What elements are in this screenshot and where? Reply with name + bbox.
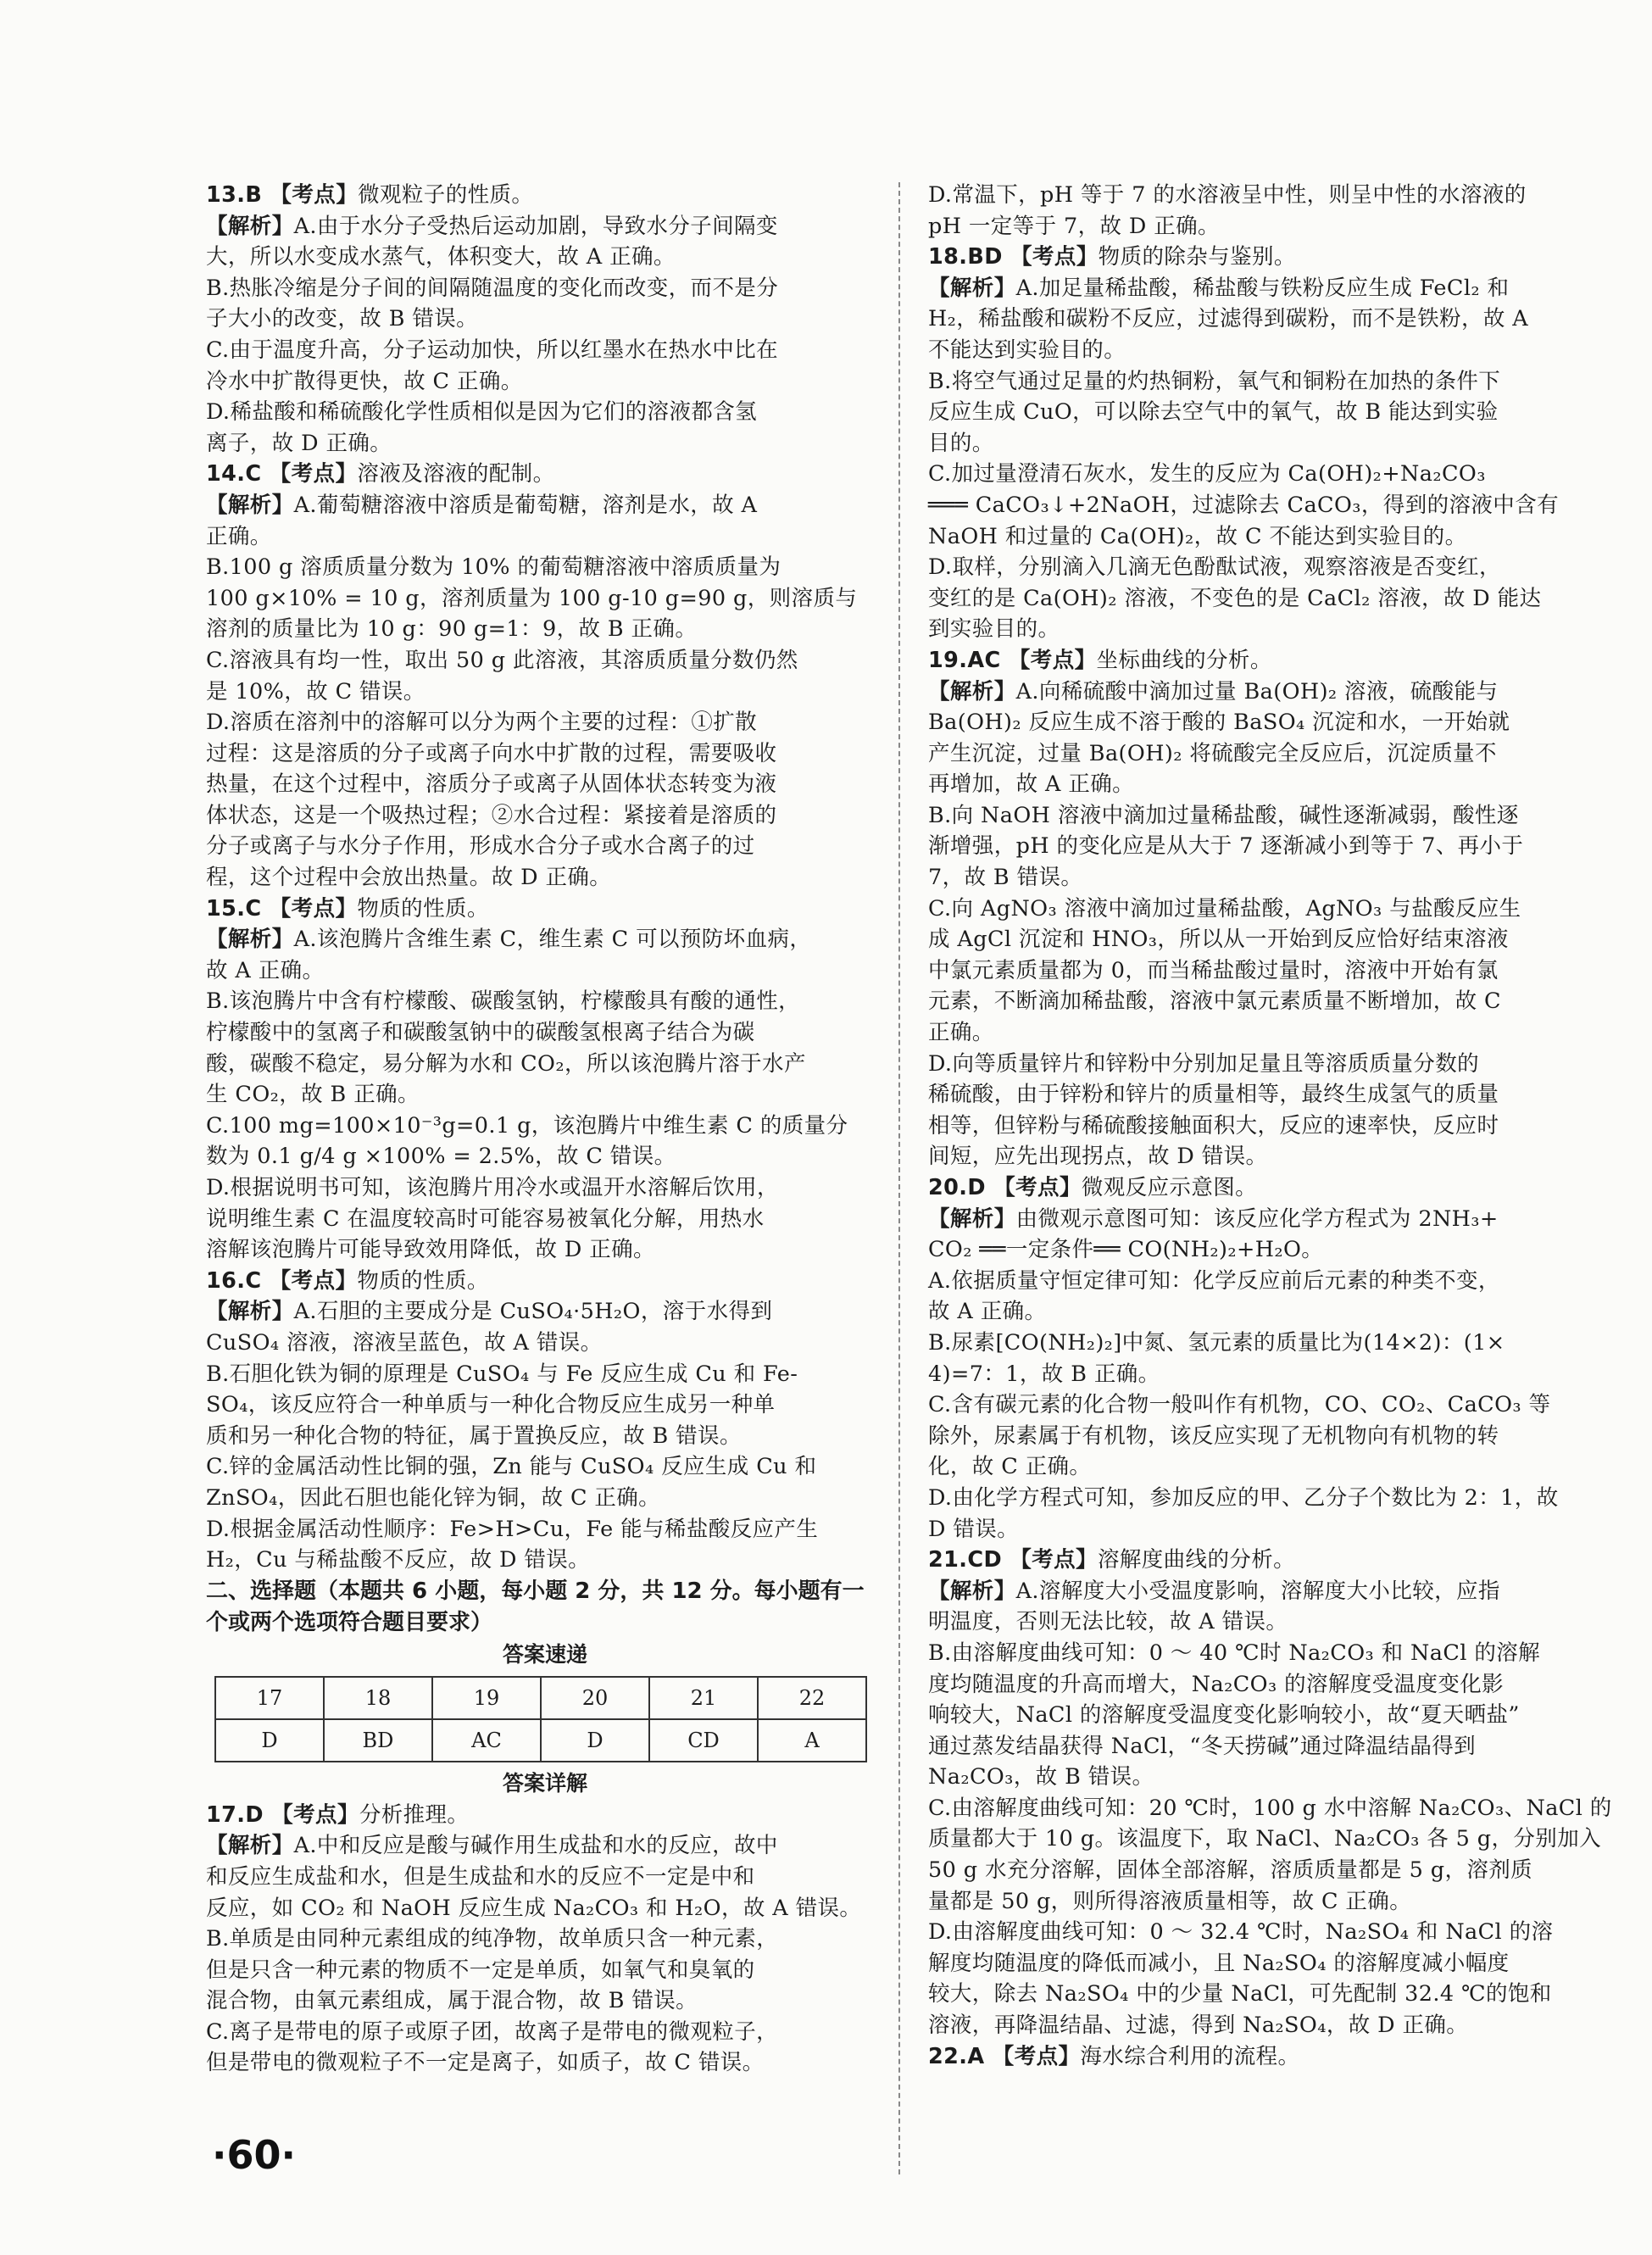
text-line <box>928 490 1581 521</box>
line-text: 成 AgCl 沉淀和 HNO₃，所以从一开始到反应恰好结束溶液 <box>928 927 1509 953</box>
text-line <box>206 1359 884 1390</box>
text-line <box>928 428 1581 459</box>
text-line <box>928 769 1581 800</box>
line-text: 数为 0.1 g/4 g ×100% = 2.5%，故 C 错误。 <box>206 1144 676 1170</box>
analysis-tag: 【解析】 <box>206 213 294 239</box>
left-answer-block-1 <box>206 180 884 1576</box>
text-line <box>206 986 884 1017</box>
text-line <box>928 335 1581 366</box>
line-text: D.溶质在溶剂中的溶解可以分为两个主要的过程：①扩散 <box>206 710 758 736</box>
topic-tag: 【考点】 <box>269 895 358 921</box>
line-text: B.尿素[CO(NH₂)₂]中氮、氢元素的质量比为(14×2)：(1× <box>928 1329 1505 1356</box>
line-text: 离子，故 D 正确。 <box>206 430 392 456</box>
text-line <box>928 1669 1581 1701</box>
topic-tag: 【考点】 <box>271 1801 359 1828</box>
question-header-line <box>928 1545 1581 1576</box>
line-text: D.由化学方程式可知，参加反应的甲、乙分子个数比为 2：1，故 <box>928 1484 1559 1511</box>
line-text: 分子或离子与水分子作用，形成水合分子或水合离子的过 <box>206 833 755 860</box>
text-line <box>928 1762 1581 1793</box>
answers-detail-title: 答案详解 <box>502 1770 587 1796</box>
text-line <box>206 273 884 304</box>
text-line <box>928 1886 1581 1918</box>
question-header-line <box>206 180 884 211</box>
column-divider <box>898 182 900 2174</box>
text-line <box>928 1638 1581 1669</box>
line-text: ZnSO₄，因此石胆也能化锌为铜，故 C 正确。 <box>206 1484 661 1511</box>
line-text: C.含有碳元素的化合物一般叫作有机物，CO、CO₂、CaCO₃ 等 <box>928 1392 1551 1418</box>
line-text: 坐标曲线的分析。 <box>1096 647 1272 673</box>
line-text: 除外，尿素属于有机物，该反应实现了无机物向有机物的转 <box>928 1423 1499 1449</box>
line-text: 到实验目的。 <box>928 616 1060 643</box>
answer-number-cell: 22 <box>758 1677 866 1719</box>
line-text: 分析推理。 <box>359 1801 470 1828</box>
line-text: D.稀盐酸和稀硫酸化学性质相似是因为它们的溶液都含氢 <box>206 399 758 426</box>
text-line <box>928 1204 1581 1235</box>
text-line <box>206 1924 884 1955</box>
analysis-tag: 【解析】 <box>928 275 1016 301</box>
text-line <box>928 1328 1581 1359</box>
text-line <box>928 1451 1581 1483</box>
line-text: B.该泡腾片中含有柠檬酸、碳酸氢钠，柠檬酸具有酸的通性， <box>206 988 801 1015</box>
text-line <box>928 397 1581 428</box>
answer-value-cell: CD <box>649 1719 758 1762</box>
analysis-tag: 【解析】 <box>206 492 294 518</box>
text-line <box>928 862 1581 894</box>
line-text: B.石胆化铁为铜的原理是 CuSO₄ 与 Fe 反应生成 Cu 和 Fe- <box>206 1361 798 1387</box>
line-text: SO₄，该反应符合一种单质与一种化合物反应生成另一种单 <box>206 1392 776 1418</box>
question-header-line <box>206 1266 884 1297</box>
text-line <box>206 1079 884 1111</box>
text-line <box>928 1731 1581 1762</box>
text-line <box>928 738 1581 770</box>
answer-number-cell: 21 <box>649 1677 758 1719</box>
line-text: NaOH 和过量的 Ca(OH)₂，故 C 不能达到实验目的。 <box>928 523 1467 549</box>
line-text: 物质的除杂与鉴别。 <box>1098 244 1296 270</box>
text-line <box>206 1389 884 1421</box>
line-text: D 错误。 <box>928 1516 1020 1542</box>
line-text: 元素，不断滴加稀盐酸，溶液中氯元素质量不断增加，故 C <box>928 988 1501 1015</box>
text-line <box>206 769 884 800</box>
line-text: A.向稀硫酸中滴加过量 Ba(OH)₂ 溶液，硫酸能与 <box>1015 678 1499 704</box>
answers-table <box>214 1676 867 1762</box>
left-answer-block-2 <box>206 1800 884 2079</box>
text-line <box>928 1855 1581 1886</box>
text-line <box>928 1421 1581 1452</box>
line-text: 但是带电的微观粒子不一定是离子，如质子，故 C 错误。 <box>206 2050 765 2076</box>
line-text: A.葡萄糖溶液中溶质是葡萄糖，溶剂是水，故 A <box>293 492 758 518</box>
line-text: pH 一定等于 7，故 D 正确。 <box>928 213 1220 239</box>
text-line <box>206 1111 884 1142</box>
line-text: 溶液及溶液的配制。 <box>357 461 555 487</box>
line-text: 是 10%，故 C 错误。 <box>206 678 426 704</box>
line-text: D.常温下，pH 等于 7 的水溶液呈中性，则呈中性的水溶液的 <box>928 182 1527 208</box>
question-number: 20.D <box>928 1175 994 1200</box>
text-line <box>928 1079 1581 1111</box>
line-text: 大，所以水变成水蒸气，体积变大，故 A 正确。 <box>206 244 676 270</box>
line-text: 渐增强，pH 的变化应是从大于 7 逐渐减小到等于 7、再小于 <box>928 833 1524 860</box>
line-text: 溶液，再降温结晶、过滤，得到 Na₂SO₄，故 D 正确。 <box>928 2013 1469 2039</box>
line-text: C.100 mg=100×10⁻³g=0.1 g，该泡腾片中维生素 C 的质量分 <box>206 1112 848 1139</box>
line-text: 酸，碳酸不稳定，易分解为水和 CO₂，所以该泡腾片溶于水产 <box>206 1050 806 1077</box>
text-line <box>928 1514 1581 1545</box>
text-line <box>206 645 884 676</box>
analysis-tag: 【解析】 <box>206 1299 294 1325</box>
text-line <box>928 1948 1581 1979</box>
text-line <box>928 2010 1581 2041</box>
text-line <box>928 707 1581 738</box>
line-text: A.石胆的主要成分是 CuSO₄·5H₂O，溶于水得到 <box>293 1299 773 1325</box>
line-text: 间短，应先出现拐点，故 D 错误。 <box>928 1144 1268 1170</box>
topic-tag: 【考点】 <box>1010 1547 1098 1573</box>
line-text: 100 g×10% = 10 g，溶剂质量为 100 g-10 g=90 g，则溶质与 <box>206 585 858 611</box>
section-title-line-1: 二、选择题（本题共 6 小题，每小题 2 分，共 12 分。每小题有一 <box>206 1578 865 1604</box>
line-text: CO₂ ══一定条件══ CO(NH₂)₂+H₂O。 <box>928 1237 1324 1263</box>
line-text: 故 A 正确。 <box>206 957 325 983</box>
line-text: B.100 g 溶质质量分数为 10% 的葡萄糖溶液中溶质质量为 <box>206 554 782 581</box>
answers-table-number-row <box>215 1677 866 1719</box>
question-number: 15.C <box>206 895 270 921</box>
line-text: 正确。 <box>928 1020 994 1046</box>
text-line <box>928 552 1581 583</box>
line-text: 明温度，否则无法比较，故 A 错误。 <box>928 1609 1288 1635</box>
text-line <box>206 1421 884 1452</box>
line-text: 溶解该泡腾片可能导致效用降低，故 D 正确。 <box>206 1237 655 1263</box>
right-column <box>928 180 1612 2072</box>
question-number: 13.B <box>206 182 270 208</box>
text-line <box>206 1017 884 1049</box>
text-line <box>928 1700 1581 1731</box>
topic-tag: 【考点】 <box>1008 647 1097 673</box>
line-text: 程，这个过程中会放出热量。故 D 正确。 <box>206 865 612 891</box>
text-line <box>206 676 884 708</box>
line-text: H₂，Cu 与稀盐酸不反应，故 D 错误。 <box>206 1547 591 1573</box>
text-line <box>928 1141 1581 1172</box>
text-line <box>206 303 884 335</box>
answer-number-cell: 17 <box>215 1677 324 1719</box>
line-text: 过程：这是溶质的分子或离子向水中扩散的过程，需要吸收 <box>206 740 777 766</box>
line-text: 物质的性质。 <box>357 895 489 921</box>
line-text: 子大小的改变，故 B 错误。 <box>206 306 479 332</box>
line-text: 反应生成 CuO，可以除去空气中的氧气，故 B 能达到实验 <box>928 399 1499 426</box>
text-line <box>928 1793 1612 1824</box>
line-text: C.由于温度升高，分子运动加快，所以红墨水在热水中比在 <box>206 337 779 363</box>
line-text: C.向 AgNO₃ 溶液中滴加过量稀盐酸，AgNO₃ 与盐酸反应生 <box>928 895 1521 921</box>
topic-tag: 【考点】 <box>269 461 358 487</box>
answer-value-cell: BD <box>324 1719 432 1762</box>
line-text: B.热胀冷缩是分子间的间隔随温度的变化而改变，而不是分 <box>206 275 779 301</box>
question-number: 19.AC <box>928 647 1009 673</box>
line-text: B.向 NaOH 溶液中滴加过量稀盐酸，碱性逐渐减弱，酸性逐 <box>928 802 1519 828</box>
line-text: 说明维生素 C 在温度较高时可能容易被氧化分解，用热水 <box>206 1205 765 1232</box>
text-line <box>928 1979 1581 2010</box>
right-answer-block <box>928 180 1612 2072</box>
text-line <box>928 1483 1581 1514</box>
line-text: CuSO₄ 溶液，溶液呈蓝色，故 A 错误。 <box>206 1329 603 1356</box>
line-text: A.加足量稀盐酸，稀盐酸与铁粉反应生成 FeCl₂ 和 <box>1015 275 1510 301</box>
text-line <box>928 955 1581 987</box>
line-text: 较大，除去 Na₂SO₄ 中的少量 NaCl，可先配制 32.4 ℃的饱和 <box>928 1981 1552 2007</box>
line-text: Na₂CO₃，故 B 错误。 <box>928 1764 1154 1790</box>
text-line <box>206 1204 884 1235</box>
line-text: B.单质是由同种元素组成的纯净物，故单质只含一种元素， <box>206 1926 779 1952</box>
line-text: 海水综合利用的流程。 <box>1080 2043 1300 2069</box>
text-line <box>206 490 884 521</box>
text-line <box>206 614 884 645</box>
line-text: 50 g 水充分溶解，固体全部溶解，溶质质量都是 5 g，溶剂质 <box>928 1857 1533 1884</box>
question-number: 22.A <box>928 2043 993 2069</box>
text-line <box>928 273 1581 304</box>
text-line <box>928 1359 1581 1390</box>
line-text: 不能达到实验目的。 <box>928 337 1126 363</box>
question-header-line <box>206 1800 884 1831</box>
text-line <box>928 583 1581 615</box>
text-line <box>206 2017 884 2048</box>
text-line <box>206 583 884 615</box>
question-number: 17.D <box>206 1801 272 1828</box>
text-line <box>928 366 1581 398</box>
line-text: 产生沉淀，过量 Ba(OH)₂ 将硫酸完全反应后，沉淀质量不 <box>928 740 1497 766</box>
line-text: 4)=7：1，故 B 正确。 <box>928 1361 1160 1387</box>
line-text: 反应，如 CO₂ 和 NaOH 反应生成 Na₂CO₃ 和 H₂O，故 A 错误。 <box>206 1895 862 1921</box>
analysis-tag: 【解析】 <box>206 927 294 953</box>
text-line <box>928 894 1581 925</box>
line-text: 混合物，由氧元素组成，属于混合物，故 B 错误。 <box>206 1988 698 2014</box>
text-line <box>928 614 1581 645</box>
line-text: A.溶解度大小受温度影响，溶解度大小比较，应指 <box>1015 1578 1500 1604</box>
line-text: A.依据质量守恒定律可知：化学反应前后元素的种类不变， <box>928 1267 1500 1294</box>
text-line <box>928 1917 1581 1948</box>
text-line <box>206 397 884 428</box>
line-text: 相等，但锌粉与稀硫酸接触面积大，反应的速率快，反应时 <box>928 1112 1499 1139</box>
line-text: 目的。 <box>928 430 994 456</box>
question-number: 16.C <box>206 1267 270 1294</box>
question-number: 21.CD <box>928 1547 1010 1573</box>
line-text: A.由于水分子受热后运动加剧，导致水分子间隔变 <box>293 213 778 239</box>
line-text: 响较大，NaCl 的溶解度受温度变化影响较小，故“夏天晒盐” <box>928 1702 1520 1729</box>
line-text: C.加过量澄清石灰水，发生的反应为 Ca(OH)₂+Na₂CO₃ <box>928 461 1486 487</box>
answer-number-cell: 19 <box>432 1677 541 1719</box>
text-line <box>928 211 1581 242</box>
line-text: 由微观示意图可知：该反应化学方程式为 2NH₃+ <box>1015 1205 1499 1232</box>
page-number: ·60· <box>212 2132 296 2178</box>
topic-tag: 【考点】 <box>992 2043 1081 2069</box>
answer-value-cell: AC <box>432 1719 541 1762</box>
text-line <box>206 1985 884 2017</box>
text-line <box>928 521 1581 553</box>
text-line <box>928 1266 1581 1297</box>
text-line <box>206 1234 884 1266</box>
text-line <box>928 924 1581 955</box>
text-line <box>206 1141 884 1172</box>
text-line <box>928 800 1581 832</box>
text-line <box>206 521 884 553</box>
text-line <box>206 242 884 273</box>
text-line <box>206 335 884 366</box>
question-header-line <box>928 242 1581 273</box>
answer-value-cell: D <box>541 1719 649 1762</box>
answers-quick-title: 答案速递 <box>502 1641 587 1667</box>
text-line <box>928 831 1581 862</box>
line-text: 生 CO₂，故 B 正确。 <box>206 1082 420 1108</box>
text-line <box>928 459 1581 490</box>
line-text: 解度均随温度的降低而减小，且 Na₂SO₄ 的溶解度减小幅度 <box>928 1950 1510 1976</box>
text-line <box>928 180 1581 211</box>
line-text: 物质的性质。 <box>357 1267 489 1294</box>
text-line <box>206 1049 884 1080</box>
answer-number-cell: 18 <box>324 1677 432 1719</box>
text-line <box>928 1576 1581 1607</box>
text-line <box>928 1606 1581 1638</box>
line-text: 中氯元素质量都为 0，而当稀盐酸过量时，溶液中开始有氯 <box>928 957 1499 983</box>
line-text: D.向等质量锌片和锌粉中分别加足量且等溶质质量分数的 <box>928 1050 1480 1077</box>
text-line <box>928 676 1581 708</box>
left-column <box>206 180 884 2079</box>
line-text: Ba(OH)₂ 反应生成不溶于酸的 BaSO₄ 沉淀和水，一开始就 <box>928 710 1510 736</box>
line-text: 溶解度曲线的分析。 <box>1097 1547 1296 1573</box>
line-text: 质和另一种化合物的特征，属于置换反应，故 B 错误。 <box>206 1423 742 1449</box>
line-text: 但是只含一种元素的物质不一定是单质，如氧气和臭氧的 <box>206 1957 755 1983</box>
analysis-tag: 【解析】 <box>206 1833 294 1859</box>
line-text: 通过蒸发结晶获得 NaCl，“冬天捞碱”通过降温结晶得到 <box>928 1733 1477 1759</box>
question-header-line <box>928 645 1581 676</box>
answer-number-cell: 20 <box>541 1677 649 1719</box>
text-line <box>206 552 884 583</box>
line-text: 溶剂的质量比为 10 g：90 g=1：9，故 B 正确。 <box>206 616 698 643</box>
question-header-line <box>206 459 884 490</box>
question-header-line <box>928 1172 1581 1204</box>
text-line <box>206 1328 884 1359</box>
text-line <box>206 707 884 738</box>
line-text: 稀硫酸，由于锌粉和锌片的质量相等，最终生成氢气的质量 <box>928 1082 1499 1108</box>
text-line <box>206 1296 884 1328</box>
section-title-line-2: 个或两个选项符合题目要求） <box>206 1609 493 1635</box>
text-line <box>206 1955 884 1986</box>
line-text: 度均随温度的升高而增大，Na₂CO₃ 的溶解度受温度变化影 <box>928 1671 1505 1697</box>
text-line <box>206 366 884 398</box>
question-number: 18.BD <box>928 244 1011 270</box>
line-text: C.离子是带电的原子或原子团，故离子是带电的微观粒子， <box>206 2018 779 2045</box>
text-line <box>206 1862 884 1893</box>
line-text: ═══ CaCO₃↓+2NaOH，过滤除去 CaCO₃，得到的溶液中含有 <box>928 492 1559 518</box>
line-text: 微观反应示意图。 <box>1081 1175 1258 1200</box>
line-text: 体状态，这是一个吸热过程；②水合过程：紧接着是溶质的 <box>206 802 777 828</box>
line-text: 正确。 <box>206 523 272 549</box>
text-line <box>928 303 1581 335</box>
topic-tag: 【考点】 <box>1010 244 1099 270</box>
question-header-line <box>206 894 884 925</box>
text-line <box>206 1830 884 1862</box>
text-line <box>206 955 884 987</box>
line-text: 变红的是 Ca(OH)₂ 溶液，不变色的是 CaCl₂ 溶液，故 D 能达 <box>928 585 1542 611</box>
line-text: D.根据金属活动性顺序：Fe>H>Cu，Fe 能与稀盐酸反应产生 <box>206 1516 819 1542</box>
line-text: C.溶液具有均一性，取出 50 g 此溶液，其溶质质量分数仍然 <box>206 647 798 673</box>
text-line <box>206 924 884 955</box>
line-text: 量都是 50 g，则所得溶液质量相等，故 C 正确。 <box>928 1888 1412 1914</box>
text-line <box>928 1823 1602 1855</box>
analysis-tag: 【解析】 <box>928 678 1016 704</box>
text-line <box>206 1893 884 1924</box>
line-text: D.取样，分别滴入几滴无色酚酞试液，观察溶液是否变红， <box>928 554 1501 581</box>
text-line <box>206 211 884 242</box>
text-line <box>206 1514 884 1545</box>
line-text: 化，故 C 正确。 <box>928 1454 1092 1480</box>
text-line <box>928 1389 1581 1421</box>
line-text: A.该泡腾片含维生素 C，维生素 C 可以预防坏血病， <box>293 927 812 953</box>
text-line <box>928 1111 1581 1142</box>
text-line <box>928 1049 1581 1080</box>
line-text: 再增加，故 A 正确。 <box>928 771 1135 798</box>
text-line <box>206 1545 884 1576</box>
text-line <box>206 831 884 862</box>
analysis-tag: 【解析】 <box>928 1205 1016 1232</box>
line-text: A.中和反应是酸与碱作用生成盐和水的反应，故中 <box>293 1833 778 1859</box>
text-line <box>206 1172 884 1204</box>
line-text: 微观粒子的性质。 <box>358 182 534 208</box>
question-header-line <box>928 2041 1581 2073</box>
line-text: C.锌的金属活动性比铜的强，Zn 能与 CuSO₄ 反应生成 Cu 和 <box>206 1454 817 1480</box>
answer-value-cell: A <box>758 1719 866 1762</box>
answers-table-answer-row <box>215 1719 866 1762</box>
text-line <box>206 2047 884 2079</box>
line-text: 热量，在这个过程中，溶质分子或离子从固体状态转变为液 <box>206 771 777 798</box>
topic-tag: 【考点】 <box>993 1175 1082 1200</box>
line-text: D.根据说明书可知，该泡腾片用冷水或温开水溶解后饮用， <box>206 1175 779 1200</box>
text-line <box>206 1451 884 1483</box>
question-number: 14.C <box>206 461 270 487</box>
line-text: 质量都大于 10 g。该温度下，取 NaCl、Na₂CO₃ 各 5 g，分别加入 <box>928 1826 1602 1852</box>
topic-tag: 【考点】 <box>270 182 359 208</box>
analysis-tag: 【解析】 <box>928 1578 1016 1604</box>
text-line <box>206 1483 884 1514</box>
line-text: D.由溶解度曲线可知：0 ～ 32.4 ℃时，Na₂SO₄ 和 NaCl 的溶 <box>928 1919 1554 1946</box>
line-text: H₂，稀盐酸和碳粉不反应，过滤得到碳粉，而不是铁粉，故 A <box>928 306 1529 332</box>
text-line <box>206 862 884 894</box>
text-line <box>206 428 884 459</box>
topic-tag: 【考点】 <box>269 1267 358 1294</box>
line-text: 冷水中扩散得更快，故 C 正确。 <box>206 368 523 394</box>
text-line <box>928 1296 1581 1328</box>
text-line <box>928 1234 1581 1266</box>
line-text: 7，故 B 错误。 <box>928 865 1083 891</box>
text-line <box>928 1017 1581 1049</box>
line-text: B.由溶解度曲线可知：0 ～ 40 ℃时 Na₂CO₃ 和 NaCl 的溶解 <box>928 1640 1541 1666</box>
text-line <box>928 986 1581 1017</box>
line-text: 和反应生成盐和水，但是生成盐和水的反应不一定是中和 <box>206 1863 755 1890</box>
answer-value-cell: D <box>215 1719 324 1762</box>
text-line <box>206 738 884 770</box>
line-text: C.由溶解度曲线可知：20 ℃时，100 g 水中溶解 Na₂CO₃、NaCl 的 <box>928 1795 1612 1821</box>
line-text: 故 A 正确。 <box>928 1299 1047 1325</box>
line-text: B.将空气通过足量的灼热铜粉，氧气和铜粉在加热的条件下 <box>928 368 1501 394</box>
text-line <box>206 800 884 832</box>
line-text: 柠檬酸中的氢离子和碳酸氢钠中的碳酸氢根离子结合为碳 <box>206 1020 755 1046</box>
